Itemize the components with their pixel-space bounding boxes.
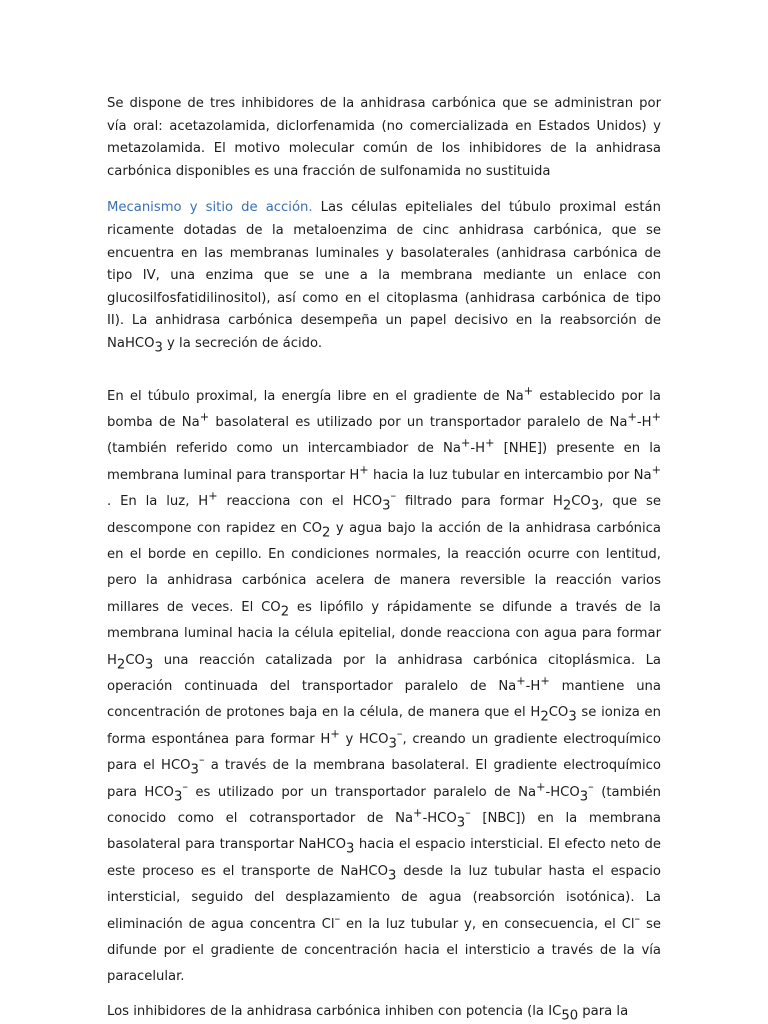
superscript: + (330, 727, 340, 741)
text-run: CO (125, 652, 145, 668)
text-run: a través de la membrana basolateral. El gradiente electroquímico para HCO (107, 758, 661, 800)
text-run: reacciona con el HCO (217, 494, 383, 510)
superscript: – (390, 489, 397, 503)
superscript: – (465, 806, 471, 820)
superscript: – (588, 780, 594, 794)
text-run: y HCO (339, 731, 389, 747)
text-run: En el túbulo proximal, la energía libre en el gradiente de Na (107, 388, 524, 404)
section-heading: Mecanismo y sitio de acción. (107, 200, 313, 216)
superscript: + (627, 410, 637, 424)
subscript: 2 (322, 525, 331, 541)
text-run: [NHE]) presente en la membrana luminal para transportar H (107, 441, 662, 483)
text-run: establecido por la bomba de Na (107, 388, 661, 430)
superscript: + (651, 410, 661, 424)
text-run: en la luz tubular y, en consecuencia, el Cl (340, 916, 635, 932)
superscript: + (523, 383, 534, 397)
subscript: 3 (387, 868, 397, 884)
text-run: es lipófilo y rápidamente se difunde a través de la membrana luminal hacia la célula epitelial, donde reacciona con agua para formar H (107, 599, 661, 668)
superscript: + (208, 489, 218, 503)
superscript: + (485, 436, 495, 450)
text-run: , que se descompone con rapidez en CO (107, 494, 661, 536)
paragraph-proximal-tubule (107, 384, 661, 991)
subscript: 50 (561, 1008, 579, 1024)
text-run: hacia el espacio intersticial. El efecto neto de este proceso es el transporte de NaHCO (107, 837, 661, 879)
subscript: 3 (154, 340, 163, 356)
text-run: -H (636, 414, 652, 430)
text-run: (también conocido como el cotransportador de Na (107, 784, 661, 827)
superscript: + (540, 674, 550, 688)
text-run: [NBC]) en la membrana basolateral para transportar NaHCO (107, 811, 661, 853)
superscript: – (182, 780, 188, 794)
text-run: . En la luz, H (107, 494, 209, 510)
text-run: , creando un gradiente electroquímico para el HCO (107, 731, 661, 774)
subscript: 3 (144, 657, 154, 673)
subscript: 3 (190, 762, 199, 778)
text-run: (también referido como un intercambiador de Na (107, 441, 461, 457)
subscript: 2 (562, 498, 572, 514)
subscript: 3 (456, 815, 466, 831)
superscript: – (634, 912, 641, 926)
text-run: basolateral es utilizado por un transportador paralelo de Na (209, 414, 628, 430)
text-run: -HCO (545, 784, 580, 800)
superscript: – (334, 912, 341, 926)
superscript: + (359, 463, 369, 477)
superscript: + (461, 436, 471, 450)
superscript: + (536, 780, 546, 794)
text-run: es utilizado por un transportador paralelo de Na (187, 784, 537, 800)
text-run: -H (470, 441, 486, 457)
paragraph-mechanism-end: y la secreción de ácido. (162, 335, 323, 351)
paragraph-mechanism-text: Las células epiteliales del túbulo proximal están ricamente dotadas de la metaloenzima de cinc anhidrasa carbónica, que se encuentra en las membranas luminales y basolaterales (anhidrasa carbónica de tipo IV, una enzima que se une a la membrana mediante un enlace con glucosilfosfatidilinositol), así como en el citoplasma (anhidrasa carbónica de tipo II). La anhidrasa carbónica desempeña un papel decisivo en la reabsorción de NaHCO (107, 200, 661, 351)
subscript: 3 (579, 789, 589, 805)
subscript: 2 (280, 604, 290, 620)
subscript: 2 (540, 710, 549, 726)
subscript: 3 (388, 736, 397, 752)
paragraph-intro: Se dispone de tres inhibidores de la anhidrasa carbónica que se administran por vía oral: acetazolamida, diclorfenamida (no comercializada en Estados Unidos) y metazolamida. El motivo molecular común de los inhibidores de la anhidrasa carbónica disponibles es una fracción de sulfonamida no sustituida (107, 96, 661, 179)
paragraph-inhibitors (107, 1001, 661, 1024)
text-run: filtrado para formar H (396, 494, 563, 510)
text-run: CO (548, 705, 569, 721)
subscript: 3 (173, 789, 183, 805)
superscript: + (651, 463, 661, 477)
paragraph-gap (107, 370, 661, 384)
text-run: se difunde por el gradiente de concentración hacia el intersticio a través de la vía paracelular. (107, 916, 661, 985)
superscript: + (413, 806, 423, 820)
text-run: una reacción catalizada por la anhidrasa carbónica citoplásmica. La operación continuada del transportador paralelo de Na (107, 652, 661, 694)
text-run: CO (571, 494, 591, 510)
text-run: se ioniza en forma espontánea para formar H (107, 705, 661, 747)
text-run: mantiene una concentración de protones baja en la célula, de manera que el H (107, 679, 661, 721)
superscript: + (199, 410, 210, 424)
subscript: 3 (382, 498, 391, 514)
subscript: 3 (590, 498, 600, 514)
subscript: 3 (345, 842, 355, 858)
superscript: – (396, 727, 403, 741)
text-run: hacia la luz tubular en intercambio por Na (368, 467, 652, 483)
text-run: -HCO (422, 811, 457, 827)
paragraph-inhibitors-text: Los inhibidores de la anhidrasa carbónica inhiben con potencia (la IC (107, 1003, 562, 1019)
text-run: y agua bajo la acción de la anhidrasa carbónica en el borde en cepillo. En condiciones normales, la reacción ocurre con lentitud, pero la anhidrasa carbónica acelera de manera reversible la reacción varios millares de veces. El CO (107, 520, 661, 615)
paragraph-inhibitors-end: para la (578, 1003, 629, 1019)
text-run: -H (525, 679, 541, 694)
paragraph-mechanism (107, 197, 661, 355)
subscript: 2 (116, 657, 126, 673)
superscript: – (198, 753, 205, 767)
subscript: 3 (568, 710, 577, 726)
text-run: desde la luz tubular hasta el espacio intersticial, seguido del desplazamiento de agua (reabsorción isotónica). La eliminación de agua concentra Cl (107, 863, 661, 932)
superscript: + (516, 674, 526, 688)
